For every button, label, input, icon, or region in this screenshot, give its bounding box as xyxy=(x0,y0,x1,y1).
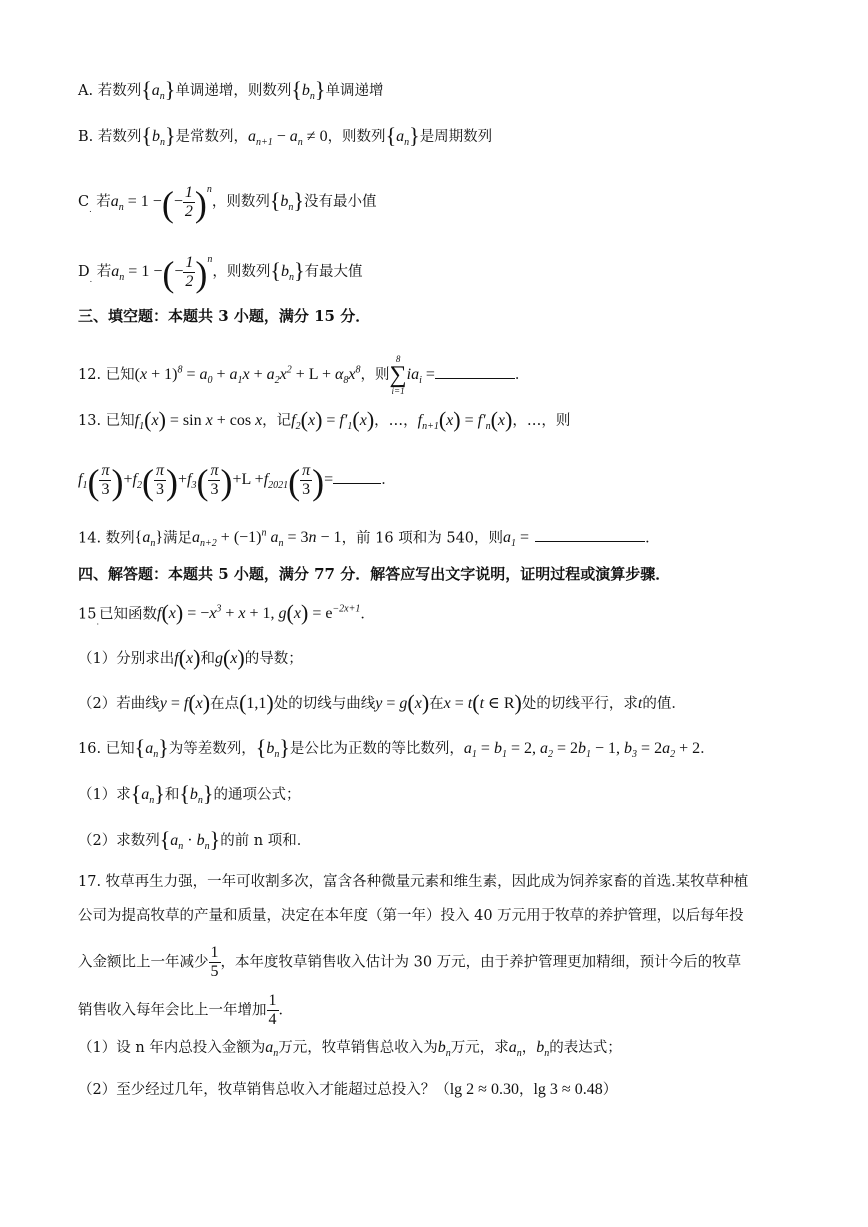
question-17-line-2: 公司为提高牧草的产量和质量，决定在本年度（第一年）投入 40 万元用于牧草的养护管理，以后每年投 xyxy=(78,908,744,924)
section-3-heading: 三、填空题：本题共 3 小题，满分 15 分． xyxy=(78,307,371,325)
question-16: 16. 已知$\{a_n\}$为等差数列，$\{b_n\}$是公比为正数的等比数列，$a_1 = b_1 = 2$, $a_2 = 2b_1 - 1$, $b_3 = 2a_2 + 2$． xyxy=(78,735,715,761)
question-17-line-1: 17. 牧草再生力强，一年可收割多次，富含各种微量元素和维生素，因此成为饲养家畜的首选.某牧草种植 xyxy=(78,874,749,890)
question-17-line-3: 入金额比上一年减少 $\frac{1}{5}$ ，本年度牧草销售收入估计为 30 万元，由于养护管理更加精细，预计今后的牧草 xyxy=(78,944,742,980)
question-17-part-2: （2）至少经过几年，牧草销售总收入才能超过总投入？（lg 2 ≈ 0.30，lg 3 ≈ 0.48） xyxy=(78,1081,618,1098)
section-4-heading: 四、解答题：本题共 5 小题，满分 77 分．解答应写出文字说明，证明过程或演算步骤． xyxy=(78,565,671,583)
question-16-part-1: （1）求$\{a_n\}$和$\{b_n\}$的通项公式； xyxy=(78,781,301,807)
question-16-part-2: （2）求数列$\{a_n \cdot b_n\}$的前 n 项和． xyxy=(78,827,312,853)
question-12: 12. 已知$(x + 1)^8 = a_0 + a_1x + a_2x^2 + L + \alpha_8x^8$，则 8 ∑ i=1 $ia_i$ = ． xyxy=(78,354,530,396)
option-c: $C_.$ 若$a_n = 1$ −(− $\frac{1}{2}$ )$^n$，则数列$\{b_n\}$没有最小值 xyxy=(78,183,377,224)
question-14: 14. 数列$\{a_n\}$满足$a_{n+2} + (-1)^n$ $a_n = 3n - 1$，前 16 项和为 540，则$a_1$ = ． xyxy=(78,528,660,550)
question-15-part-2: （2）若曲线y = f(x)在点(1,1)处的切线与曲线y = g(x)在x = t(t ∈ R)处的切线平行，求t的值． xyxy=(78,690,686,715)
question-13-expression: $f_1$( $\frac{\pi}{3}$ )$+f_2$( $\frac{\pi}{3}$ )$+f_3$( $\frac{\pi}{3}$ )$+L +f_{2021}$( $\frac{\pi}{3}$ )= ． xyxy=(78,462,396,503)
option-d: $D_.$ 若$a_n = 1$ −(− $\frac{1}{2}$ )$^n$，则数列$\{b_n\}$有最大值 xyxy=(78,253,363,294)
question-15-part-1: （1）分别求出f(x)和g(x)的导数； xyxy=(78,645,303,670)
question-13: 13. 已知$f_1(x) = \sin x + \cos x$，记$f_2(x) = f'_1(x)$，…，$f_{n+1}(x) = f'_n(x)$，…，则 xyxy=(78,407,571,433)
question-15: $15_.$已知函数$f(x) = -x^3 + x + 1$, $g(x) = e^{-2x+1}$． xyxy=(78,600,375,627)
option-a: A. 若数列$\{a_n\}$单调递增，则数列$\{b_n\}$单调递增 xyxy=(78,77,384,103)
option-b: B. 若数列$\{b_n\}$是常数列，$a_{n+1} - a_n \ne 0$，则数列$\{a_n\}$是周期数列 xyxy=(78,123,493,149)
question-17-part-1: （1）设 n 年内总投入金额为$a_n$万元，牧草销售总收入为$b_n$万元，求$a_n$，$b_n$的表达式； xyxy=(78,1039,622,1060)
question-17-line-4: 销售收入每年会比上一年增加 $\frac{1}{4}$ ． xyxy=(78,992,293,1028)
